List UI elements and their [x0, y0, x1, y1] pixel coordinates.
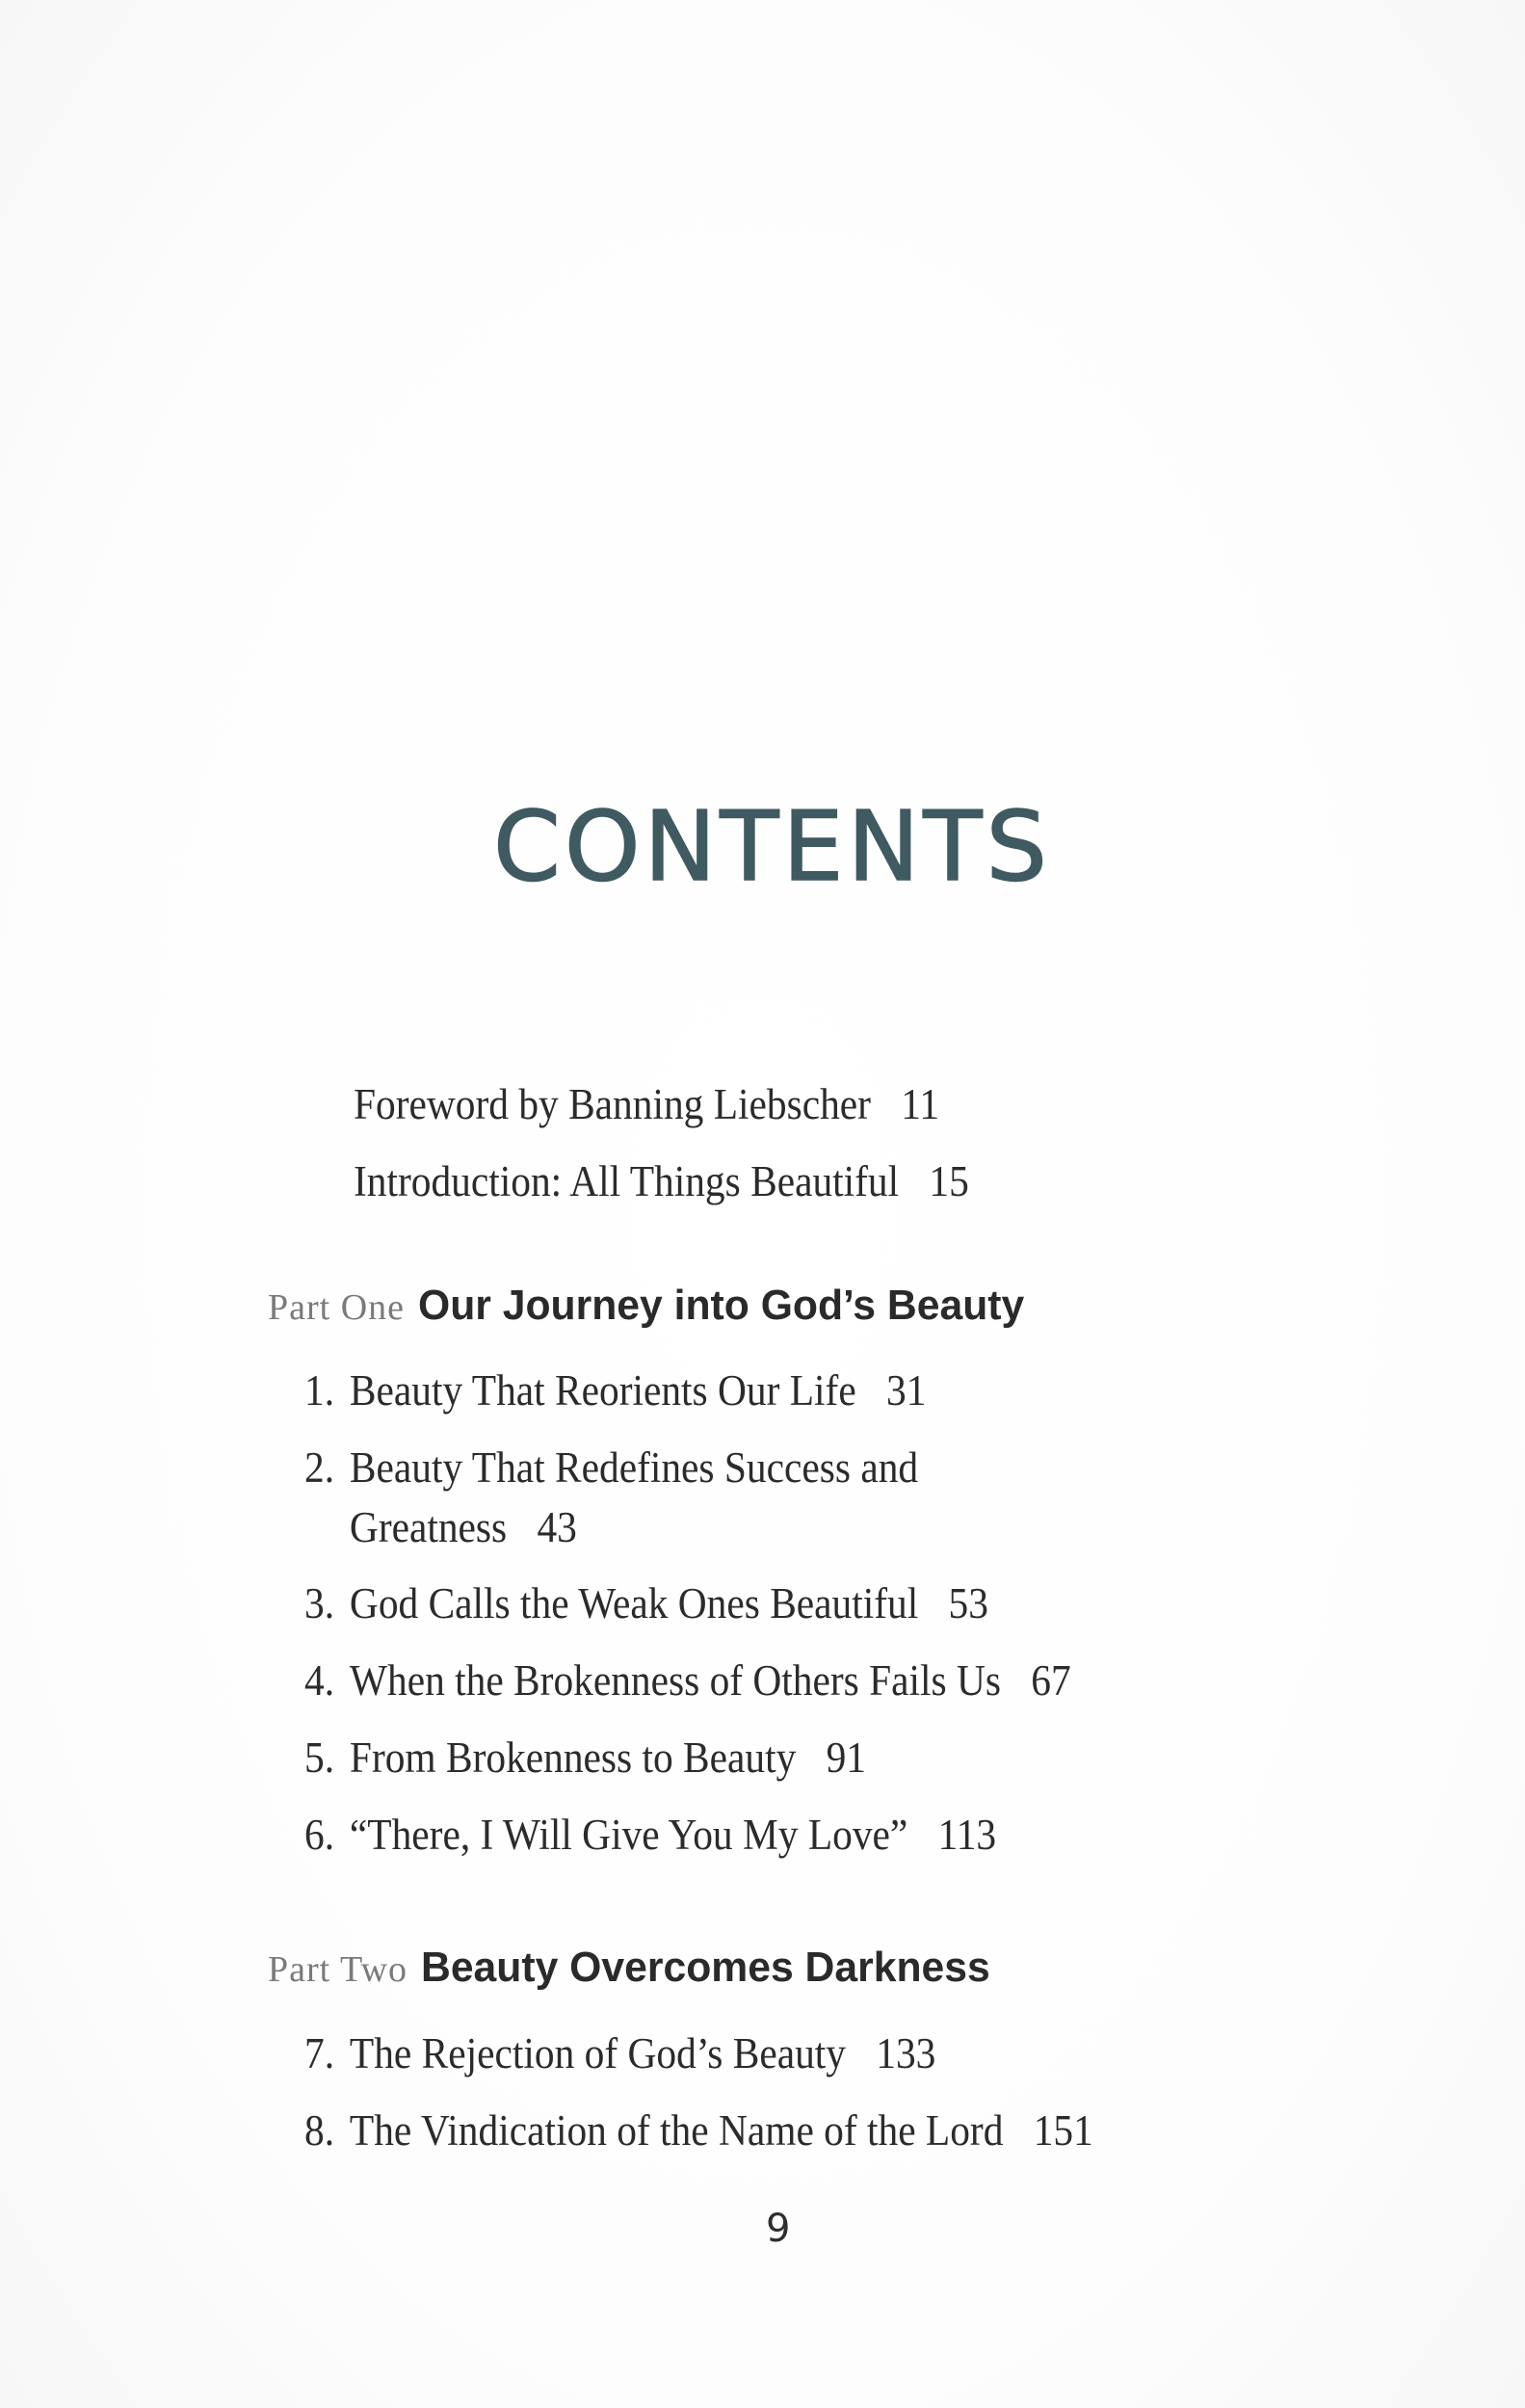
- chapter-number: 7.: [304, 2029, 335, 2077]
- chapter-number: 5.: [304, 1733, 335, 1782]
- chapter-number: 4.: [304, 1656, 335, 1705]
- part-two-header: [268, 1944, 1008, 1992]
- chapter-title-line-2: Greatness: [349, 1503, 508, 1551]
- toc-entry-foreword[interactable]: [354, 1074, 939, 1134]
- toc-entry-chapter-1[interactable]: [304, 1361, 926, 1420]
- entry-page-number: 43: [537, 1503, 577, 1551]
- part-title: Our Journey into God’s Beauty: [418, 1282, 1025, 1329]
- part-label: Part One: [268, 1287, 406, 1328]
- entry-page-number: 53: [948, 1579, 988, 1627]
- chapter-title: God Calls the Weak Ones Beautiful: [349, 1579, 919, 1627]
- chapter-number: 3.: [304, 1579, 335, 1627]
- toc-entry-chapter-4[interactable]: [304, 1651, 1071, 1710]
- part-one-header: [268, 1282, 1043, 1330]
- toc-entry-chapter-2[interactable]: [304, 1438, 918, 1557]
- entry-page-number: 67: [1031, 1656, 1071, 1705]
- chapter-title: Beauty That Reorients Our Life: [349, 1366, 856, 1415]
- entry-title: Foreword by Banning Liebscher: [354, 1080, 871, 1128]
- part-title: Beauty Overcomes Darkness: [421, 1944, 990, 1991]
- chapter-number: 6.: [304, 1811, 335, 1859]
- entry-title: Introduction: All Things Beautiful: [354, 1157, 900, 1205]
- entry-page-number: 91: [826, 1733, 867, 1782]
- chapter-title: From Brokenness to Beauty: [349, 1733, 797, 1782]
- entry-page-number: 151: [1033, 2106, 1093, 2155]
- chapter-number: 8.: [304, 2106, 335, 2155]
- page-number: 9: [766, 2207, 791, 2251]
- part-label: Part Two: [268, 1949, 408, 1990]
- toc-entry-chapter-7[interactable]: [304, 2024, 935, 2083]
- chapter-title: The Rejection of God’s Beauty: [349, 2029, 847, 2077]
- chapter-title-line-1: Beauty That Redefines Success and: [349, 1443, 919, 1492]
- chapter-number: 1.: [304, 1366, 335, 1415]
- toc-entry-introduction[interactable]: [354, 1151, 969, 1211]
- entry-page-number: 113: [937, 1811, 997, 1859]
- chapter-number: 2.: [304, 1443, 335, 1492]
- entry-page-number: 15: [929, 1157, 969, 1205]
- toc-entry-chapter-3[interactable]: [304, 1574, 988, 1633]
- toc-entry-chapter-6[interactable]: [304, 1805, 996, 1865]
- chapter-title: The Vindication of the Name of the Lord: [349, 2106, 1004, 2155]
- page-title: CONTENTS: [493, 790, 1051, 903]
- chapter-title: When the Brokenness of Others Fails Us: [349, 1656, 1002, 1705]
- entry-page-number: 11: [901, 1080, 940, 1128]
- entry-page-number: 133: [876, 2029, 936, 2077]
- toc-entry-chapter-8[interactable]: [304, 2101, 1093, 2160]
- chapter-title: “There, I Will Give You My Love”: [349, 1811, 908, 1859]
- entry-page-number: 31: [885, 1366, 927, 1415]
- toc-entry-chapter-5[interactable]: [304, 1728, 866, 1787]
